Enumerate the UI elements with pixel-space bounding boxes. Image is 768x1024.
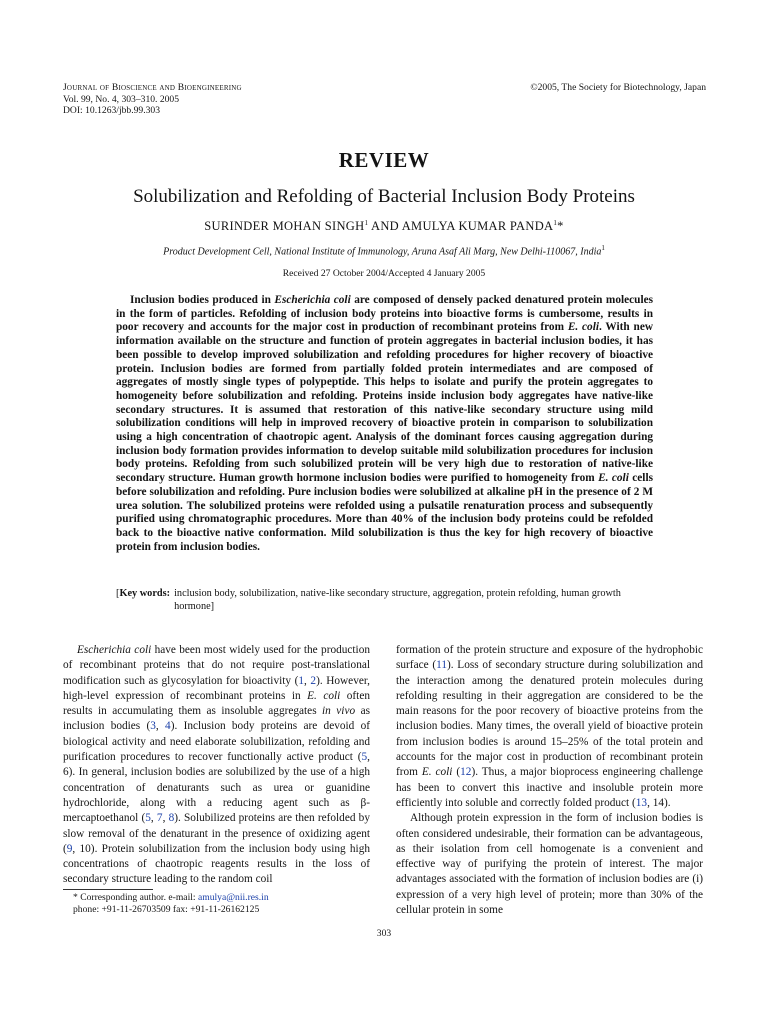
italic-text: in vivo — [322, 705, 356, 718]
body-text: , 10). Protein solubilization from the inclusion body using high concentrations of chaotropic reagents results in the loss of secondary structure leading to the random coil — [63, 842, 370, 886]
body-text: formation of the protein structure and exposure of the hydrophobic surface ( — [396, 644, 703, 672]
citation-link[interactable]: 13 — [635, 796, 648, 809]
abstract-italic: E. coli — [567, 321, 599, 334]
journal-name: Journal of Bioscience and Bioengineering — [63, 82, 242, 93]
keywords-bracket: [ — [116, 588, 120, 599]
author-2: AMULYA KUMAR PANDA — [401, 219, 554, 234]
citation-link[interactable]: 1 — [298, 674, 305, 687]
citation-link[interactable]: 11 — [436, 659, 447, 672]
body-column-left — [63, 643, 370, 888]
abstract-italic: E. coli — [598, 472, 629, 485]
body-text: as inclusion bodies ( — [63, 705, 370, 733]
citation-link[interactable]: 5 — [361, 751, 368, 764]
article-title: Solubilization and Refolding of Bacterial Inclusion Body Proteins — [133, 186, 635, 207]
footnote-divider — [63, 889, 153, 890]
body-text: , — [304, 674, 311, 687]
citation-link[interactable]: 4 — [165, 720, 171, 733]
affiliation-text: Product Development Cell, National Institute of Immunology, Aruna Asaf Ali Marg, New Delhi-110067, India — [163, 246, 602, 258]
keywords — [116, 588, 656, 613]
body-text: have been most widely used for the production of recombinant proteins that do not require post-translational modification such as glycosylation for bioactivity ( — [63, 644, 370, 687]
paragraph — [63, 643, 370, 888]
body-text: , — [155, 720, 166, 733]
paragraph: Although protein expression in the form of inclusion bodies is often considered undesirable, their formation can be advantageous, as their isolation from cell homogenate is a convenient and effective way of purifying the protein of interest. The major advantages associated with the formation of inclusion bodies are (i) expression of a very high level of protein; more than 30% of the cellular protein in some — [396, 812, 703, 917]
footnote-line-1 — [73, 892, 269, 904]
body-text: , 6). In general, inclusion bodies are solubilized by the use of a high concentration of denaturants such as urea or guanidine hydrochloride, along with a reducing agent such as β-mercaptoethanol ( — [63, 751, 370, 825]
body-text: often results in accumulating them as insoluble aggregates — [63, 689, 370, 718]
page-number: 303 — [376, 928, 392, 939]
body-text: ). Inclusion body proteins are devoid of biological activity and need elaborate solubilization, refolding and purification procedures to recover functionally active product ( — [63, 720, 371, 764]
body-column-right — [396, 643, 703, 918]
keywords-list: inclusion body, solubilization, native-like secondary structure, aggregation, protein refolding, human growth hormone] — [174, 588, 621, 612]
footnote-text: * Corresponding author. e-mail: — [73, 892, 198, 903]
body-text: ). However, high-level expression of recombinant proteins in — [63, 674, 370, 702]
abstract — [116, 294, 653, 554]
footnote-line-2: phone: +91-11-26703509 fax: +91-11-26162125 — [73, 904, 260, 915]
keywords-heading — [116, 588, 170, 613]
affiliation-mark: 1 — [601, 244, 605, 252]
author-2-affiliation-mark: 1 — [553, 219, 558, 227]
citation-link[interactable]: 5 — [145, 812, 151, 825]
abstract-text: . With new information available on the structure and function of protein aggregates in bacterial inclusion bodies, it has been possible to develop improved solubilization and refolding procedures for higher recovery of bioactive protein. Inclusion bodies are formed from partially folded protein intermediates and are composed of aggregates of mostly single types of polypeptide. This helps to isolate and purify the protein aggregates to homogeneity before solubilization and refolding. Proteins inside inclusion body aggregates have native-like secondary structures. It is assumed that restoration of this native-like secondary structure using mild solubilization conditions will help in improved recovery of bioactive protein in comparison to solubilization using a high concentration of chaotropic agent. Analysis of the dominant forces causing aggregation during inclusion body formation provides information to develop suitable mild solubilization procedures for inclusion body proteins. Refolding from such solubilized protein will be very high due to restoration of native-like secondary structure. Human growth hormone inclusion bodies were purified to homogeneity from — [116, 321, 653, 485]
email-link[interactable]: amulya@nii.res.in — [197, 892, 269, 903]
italic-text: Escherichia coli — [77, 644, 152, 656]
italic-text: E. coli — [307, 689, 341, 702]
keywords-label: Key words: — [119, 588, 171, 599]
citation-link[interactable]: 8 — [168, 812, 175, 825]
affiliation — [0, 244, 768, 257]
body-text: , — [162, 812, 169, 825]
copyright: ©2005, The Society for Biotechnology, Japan — [530, 82, 706, 93]
citation-link[interactable]: 2 — [310, 674, 317, 687]
body-text: ). Thus, a major bioprocess engineering challenge has been to convert this inactive and insoluble protein more efficiently into soluble and correctly folded product ( — [396, 766, 703, 809]
citation-link[interactable]: 12 — [460, 766, 472, 779]
doi: DOI: 10.1263/jbb.99.303 — [63, 105, 161, 116]
body-text: , 14). — [647, 796, 671, 809]
body-text: , — [150, 812, 157, 825]
citation-link[interactable]: 3 — [150, 720, 156, 733]
section-label: REVIEW — [338, 148, 430, 172]
abstract-text: Inclusion bodies produced in — [130, 294, 275, 306]
abstract-text: cells before solubilization and refolding. Pure inclusion bodies were solubilized at alkaline pH in the presence of 2 M urea solution. The solubilized proteins were refolded using a pulsatile renaturation process and subsequently purified using chromatographic procedures. More than 40% of the inclusion body proteins could be refolded back to the bioactive native conformation. Mild solubilization is thus the key for high recovery of bioactive protein from inclusion bodies. — [116, 472, 653, 553]
abstract-text: are composed of densely packed denatured protein molecules in the form of particles. Refolding of inclusion body proteins into bioactive forms is cumbersome, results in poor recovery and accounts for the major cost in production of recombinant proteins from — [116, 294, 653, 334]
author-separator: AND — [368, 219, 402, 234]
author-line — [0, 219, 768, 234]
corresponding-mark: * — [557, 219, 564, 234]
volume-info: Vol. 99, No. 4, 303–310. 2005 — [63, 93, 180, 105]
footnote — [73, 892, 269, 916]
author-1: SURINDER MOHAN SINGH — [204, 219, 365, 234]
citation-link[interactable]: 9 — [66, 842, 73, 855]
body-text: ( — [452, 766, 461, 779]
citation-link[interactable]: 7 — [156, 812, 163, 825]
author-1-affiliation-mark: 1 — [364, 219, 369, 227]
journal-header — [63, 82, 242, 117]
received-dates: Received 27 October 2004/Accepted 4 January 2005 — [282, 268, 486, 279]
abstract-italic: Escherichia coli — [274, 294, 351, 306]
body-text: ). Solubilized proteins are then refolded by slow removal of the denaturant in the presence of oxidizing agent ( — [63, 812, 370, 855]
body-text: ). Loss of secondary structure during solubilization and the interaction among the denatured protein molecules during refolding resulting in their aggregation are considered to be the main reasons for the poor recovery of bioactive proteins from the inclusion bodies. Many times, the overall yield of bioactive protein from inclusion bodies is around 15–25% of the total protein and accounts for the major cost in production of recombinant protein from — [396, 659, 703, 779]
italic-text: E. coli — [421, 766, 453, 779]
paragraph — [396, 643, 703, 811]
